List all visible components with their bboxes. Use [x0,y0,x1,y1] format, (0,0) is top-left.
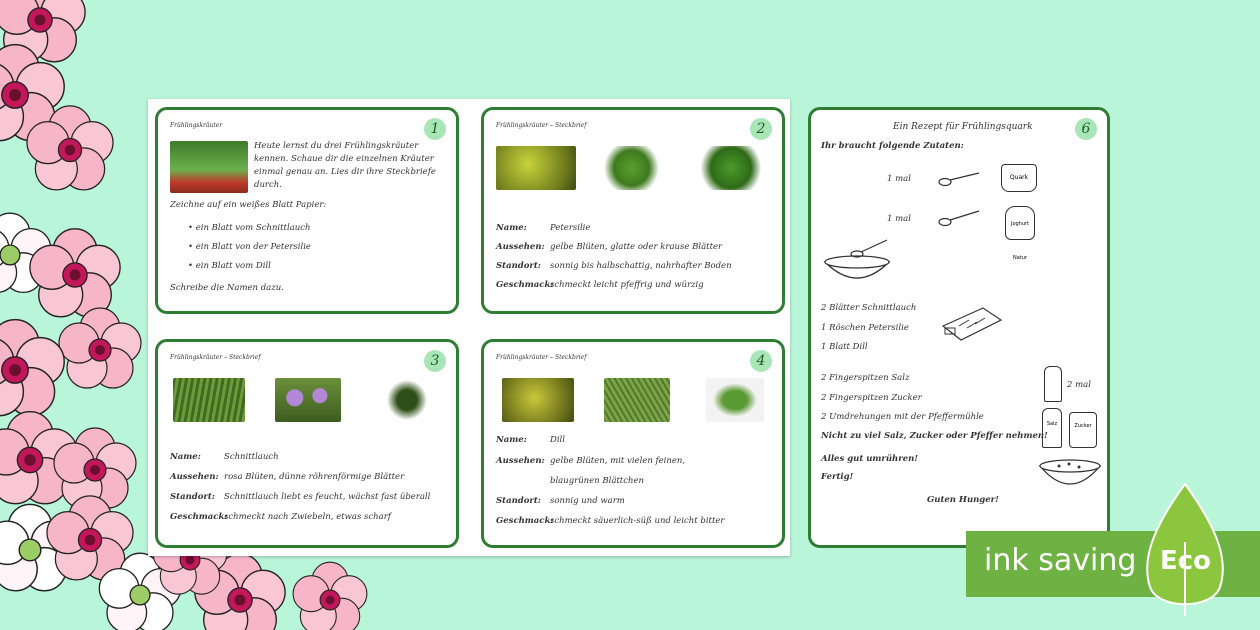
spice-item: 2 Umdrehungen mit der Pfeffermühle [821,412,984,422]
recipe-subtitle: Ihr braucht folgende Zutaten: [821,141,964,151]
done-text: Fertig! [821,472,854,482]
look-label: Aussehen: [170,472,219,482]
name-label: Name: [170,452,201,462]
look-label: Aussehen: [496,242,545,252]
chives-flower-photo [275,378,341,422]
intro-line: Heute lernst du drei Frühlingskräuter [254,141,419,151]
card-1-intro [155,107,459,314]
herb-item: 1 Blatt Dill [821,342,868,352]
yogurt-cup-icon: Joghurt Natur [1005,206,1035,240]
parsley-flat-photo [697,146,765,190]
card-number-badge: 3 [424,350,446,372]
name-value: Schnittlauch [224,452,279,462]
place-label: Standort: [496,261,541,271]
recipe-title: Ein Rezept für Frühlingsquark [893,122,1033,132]
card-title: Frühlingskräuter – Steckbrief [170,354,261,361]
dill-bundle-photo [706,378,764,422]
chives-cut-photo [375,378,439,422]
card-number-badge: 2 [750,118,772,140]
card-3-chives [155,339,459,548]
times-label: 2 mal [1067,380,1091,390]
parsley-curly-photo [599,146,664,190]
dill-flower-photo [502,378,574,422]
card-number-badge: 1 [424,118,446,140]
card-title: Frühlingskräuter – Steckbrief [496,122,587,129]
look-value-line2: blaugrünen Blättchen [550,476,644,486]
eco-label: Eco [1160,546,1212,576]
taste-label: Geschmack: [170,512,228,522]
quark-tub-icon: Quark [1001,164,1037,192]
look-value: gelbe Blüten, glatte oder krause Blätter [550,242,723,252]
mixing-bowl-icon [821,238,893,290]
basil-photo [170,141,248,193]
herb-item: 2 Blätter Schnittlauch [821,303,917,313]
quark-bowl-icon [1037,454,1103,494]
place-label: Standort: [170,492,215,502]
instruction-text: Zeichne auf ein weißes Blatt Papier: [170,200,327,210]
card-2-parsley [481,107,785,314]
intro-line: durch. [254,180,282,190]
card-6-recipe [808,107,1110,548]
intro-line: einmal genau an. Lies dir ihre Steckbriefe [254,167,436,177]
name-label: Name: [496,435,527,445]
enjoy-text: Guten Hunger! [927,495,999,505]
salt-shaker-icon: Salz [1042,408,1062,448]
card-4-dill [481,339,785,548]
place-value: Schnittlauch liebt es feucht, wächst fast überall [224,492,431,502]
sugar-box-icon: Zucker [1069,412,1097,448]
bullet-item: • ein Blatt vom Dill [188,261,271,271]
look-value: gelbe Blüten, mit vielen feinen, [550,456,686,466]
name-label: Name: [496,223,527,233]
chives-leaves-photo [173,378,245,422]
dill-leaves-photo [604,378,670,422]
place-label: Standort: [496,496,541,506]
name-value: Petersilie [550,223,591,233]
stir-text: Alles gut umrühren! [821,454,919,464]
quantity-yogurt: 1 mal [887,214,911,224]
spice-item: 2 Fingerspitzen Salz [821,373,910,383]
bullet-item: • ein Blatt vom Schnittlauch [188,223,311,233]
parsley-flower-photo [496,146,576,190]
herb-item: 1 Röschen Petersilie [821,323,909,333]
spoon-icon [937,208,981,228]
taste-value: schmeckt säuerlich-süß und leicht bitter [550,516,725,526]
name-value: Dill [550,435,565,445]
card-number-badge: 6 [1075,118,1097,140]
ink-saving-label: ink saving [984,543,1137,578]
closing-text: Schreibe die Namen dazu. [170,283,284,293]
card-title: Frühlingskräuter – Steckbrief [496,354,587,361]
taste-value: schmeckt leicht pfeffrig und würzig [550,280,704,290]
look-label: Aussehen: [496,456,545,466]
look-value: rosa Blüten, dünne röhrenförmige Blätter [224,472,405,482]
taste-label: Geschmack: [496,516,554,526]
spoon-icon [937,170,981,188]
pepper-mill-icon [1044,366,1062,402]
place-value: sonnig bis halbschattig, nahrhafter Boden [550,261,732,271]
cutting-board-icon [939,304,1005,344]
card-number-badge: 4 [750,350,772,372]
card-title: Frühlingskräuter [170,122,223,129]
bullet-item: • ein Blatt von der Petersilie [188,242,311,252]
spice-item: 2 Fingerspitzen Zucker [821,393,922,403]
taste-value: schmeckt nach Zwiebeln, etwas scharf [224,512,391,522]
taste-label: Geschmack: [496,280,554,290]
quantity-quark: 1 mal [887,174,911,184]
warning-text: Nicht zu viel Salz, Zucker oder Pfeffer nehmen! [821,431,1048,441]
intro-line: kennen. Schaue dir die einzelnen Kräuter [254,154,434,164]
place-value: sonnig und warm [550,496,625,506]
